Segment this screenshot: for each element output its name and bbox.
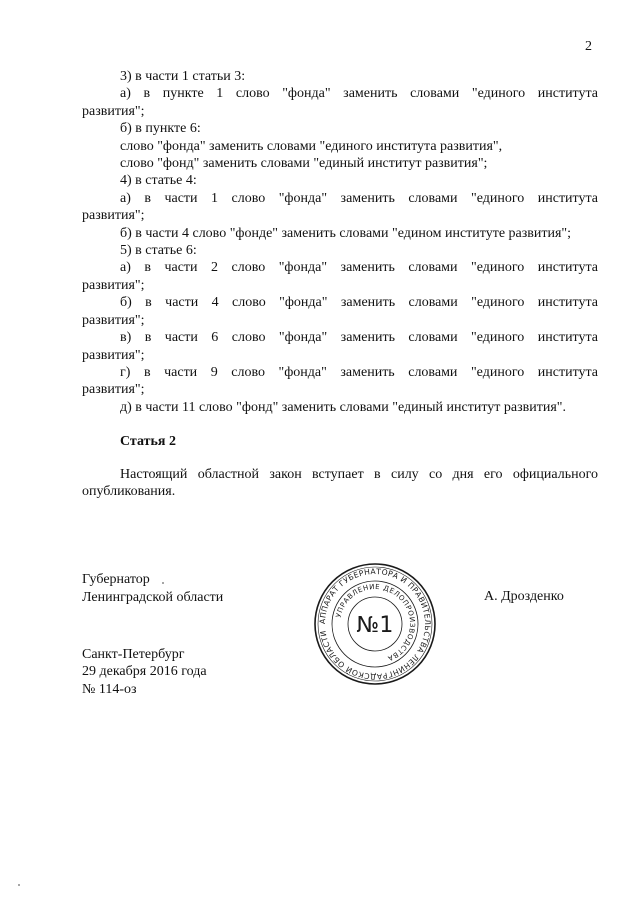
amendment-line: а) в части 1 слово "фонда" заменить словами "единого института xyxy=(120,190,598,206)
signatory-title xyxy=(82,571,223,607)
signatory-title-line2: Ленинградской области xyxy=(82,590,224,605)
amendment-line: 3) в части 1 статьи 3: xyxy=(120,69,246,84)
amendment-line: развития"; xyxy=(82,208,145,224)
signatory-name: А. Дрозденко xyxy=(484,589,564,604)
signatory-title-line1: Губернатор xyxy=(82,572,150,587)
law-date: 29 декабря 2016 года xyxy=(82,664,207,680)
amendment-line: развития"; xyxy=(82,312,145,328)
amendment-line: слово "фонд" заменить словами "единый институт развития"; xyxy=(120,156,488,172)
article-heading: Статья 2 xyxy=(120,434,176,449)
amendment-line: б) в части 4 слово "фонде" заменить словами "едином институте развития"; xyxy=(120,225,572,241)
amendment-line: а) в пункте 1 слово "фонда" заменить словами "единого института xyxy=(120,86,598,102)
seal-outer-text-path: АППАРАТ ГУБЕРНАТОРА И ПРАВИТЕЛЬСТВА ЛЕНИНГРАДСКОЙ ОБЛАСТИ xyxy=(317,566,433,682)
amendment-line: развития"; xyxy=(82,277,145,293)
place-and-date xyxy=(82,646,207,698)
seal-inner-text-path: УПРАВЛЕНИЕ ДЕЛОПРОИЗВОДСТВА xyxy=(334,582,417,663)
amendment-line: б) в части 4 слово "фонда" заменить словами "единого института xyxy=(120,295,598,311)
place-city: Санкт-Петербург xyxy=(82,647,185,662)
amendment-line: а) в части 2 слово "фонда" заменить словами "единого института xyxy=(120,260,598,276)
amendment-line: развития"; xyxy=(82,347,145,363)
amendment-line: д) в части 11 слово "фонд" заменить словами "единый институт развития". xyxy=(120,399,567,415)
amendment-line: 4) в статье 4: xyxy=(120,173,197,189)
article-text: Настоящий областной закон вступает в силу со дня его официального опубликования. xyxy=(82,467,598,500)
scan-speck xyxy=(18,884,20,886)
amendment-line: г) в части 9 слово "фонда" заменить словами "единого института xyxy=(120,364,598,380)
amendment-line: б) в пункте 6: xyxy=(120,121,201,137)
amendment-line: в) в части 6 слово "фонда" заменить словами "единого института xyxy=(120,330,598,346)
official-seal xyxy=(313,562,437,686)
law-number: № 114-оз xyxy=(82,681,137,697)
seal-center-number: №1 xyxy=(356,613,394,638)
amendment-line: слово "фонда" заменить словами "единого института развития", xyxy=(120,138,503,154)
amendment-line: развития"; xyxy=(82,382,145,398)
amendment-line: развития"; xyxy=(82,103,145,119)
amendment-line: 5) в статье 6: xyxy=(120,243,197,259)
amendments-list xyxy=(82,68,598,416)
scan-speck xyxy=(162,582,164,584)
page-number: 2 xyxy=(585,39,592,54)
